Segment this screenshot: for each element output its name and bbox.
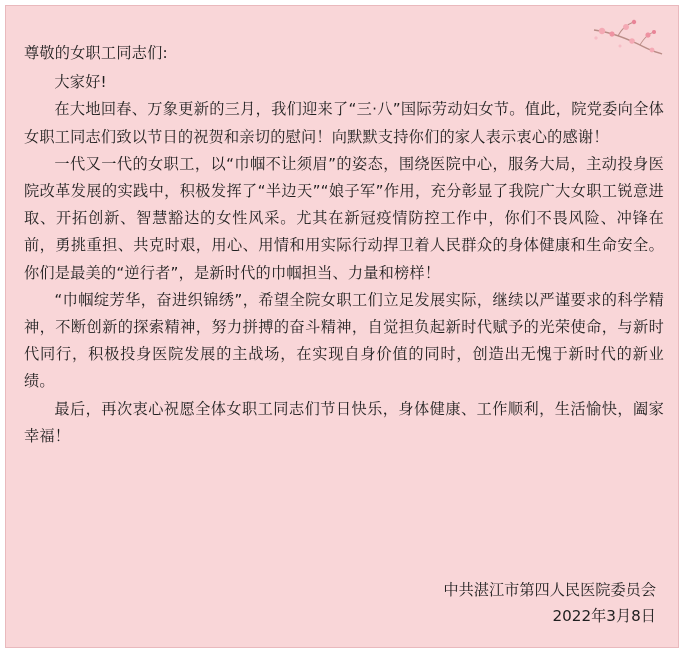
paragraph-2: 一代又一代的女职工，以“巾帼不让须眉”的姿态，围绕医院中心，服务大局，主动投身医院改革发展的实践中，积极发挥了“半边天”“娘子军”作用，充分彰显了我院广大女职工锐意进取、开拓创新、智慧豁达的女性风采。尤其在新冠疫情防控工作中，你们不畏风险、冲锋在前，勇挑重担、共克时艰，用心、用情和用实际行动捍卫着人民群众的身体健康和生命安全。你们是最美的“逆行者”，是新时代的巾帼担当、力量和榜样！ xyxy=(24,154,664,282)
paragraph-4: 最后，再次衷心祝愿全体女职工同志们节日快乐，身体健康、工作顺利，生活愉快，阖家幸福！ xyxy=(24,399,664,445)
paragraph-1: 在大地回春、万象更新的三月，我们迎来了“三·八”国际劳动妇女节。值此，院党委向全体女职工同志们致以节日的祝贺和亲切的慰问！向默默支持你们的家人表示衷心的感谢！ xyxy=(24,100,664,146)
letter-body xyxy=(24,40,664,450)
greeting: 大家好! xyxy=(54,73,107,92)
salutation: 尊敬的女职工同志们: xyxy=(24,44,168,62)
letter-card xyxy=(5,5,679,648)
paragraph-3: “巾帼绽芳华，奋进织锦绣”，希望全院女职工们立足发展实际，继续以严谨要求的科学精神，不断创新的探索精神，努力拼搏的奋斗精神，自觉担负起新时代赋予的光荣使命，与新时代同行，积极投身医院发展的主战场，在实现自身价值的同时，创造出无愧于新时代的新业绩。 xyxy=(24,290,664,391)
signature-block xyxy=(443,577,656,629)
date: 2022年3月8日 xyxy=(552,607,656,625)
signature: 中共湛江市第四人民医院委员会 xyxy=(443,581,656,599)
